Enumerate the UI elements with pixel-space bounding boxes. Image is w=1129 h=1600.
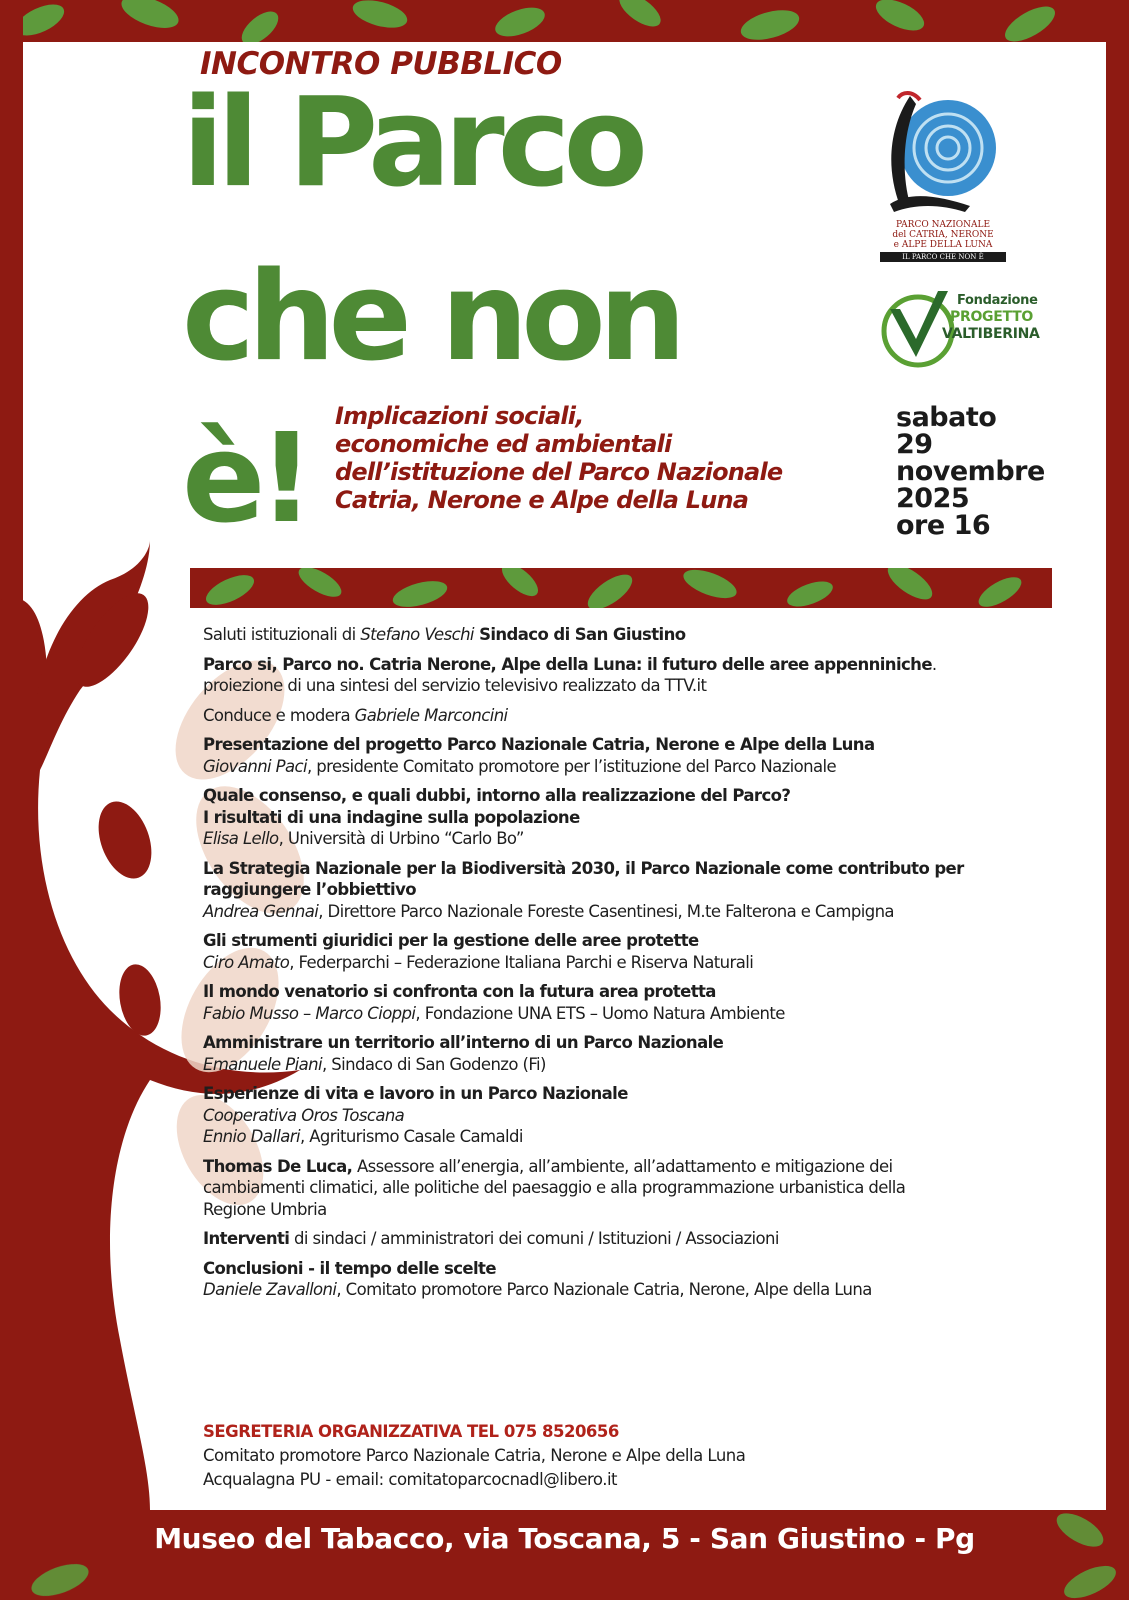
programme-item: [203, 1083, 1083, 1148]
programme-item: [203, 1258, 1083, 1301]
speaker-name: Ciro Amato: [203, 952, 290, 972]
programme-item: [203, 1156, 1083, 1221]
item-title: Presentazione del progetto Parco Nazionale Catria, Nerone e Alpe della Luna: [203, 735, 875, 754]
right-band: [1106, 0, 1129, 1600]
speaker-role: cambiamenti climatici, alle politiche del paesaggio e alla programmazione urbanistica della: [203, 1178, 906, 1197]
item-text: Conduce e modera: [203, 705, 355, 725]
item-title: Parco si, Parco no. Catria Nerone, Alpe della Luna: il futuro delle aree appenniniche: [203, 654, 932, 674]
office-contact: Acqualagna PU - email: comitatoparcocnadl@libero.it: [203, 1470, 618, 1489]
item-title: La Strategia Nazionale per la Biodiversità 2030, il Parco Nazionale come contributo per: [203, 858, 964, 878]
programme-item: [203, 930, 1083, 973]
ammonite-lizard-logo-icon: [880, 86, 1006, 221]
parco-logo-tagline: IL PARCO CHE NON È: [880, 252, 1006, 262]
date-month: novembre: [896, 456, 1045, 487]
organizing-office: [203, 1420, 745, 1492]
title-line-2: che non: [182, 246, 680, 389]
programme-item: [203, 624, 1083, 646]
speaker-role: Assessore all’energia, all’ambiente, all’adattamento e mitigazione dei: [352, 1156, 893, 1176]
speaker-name: Ennio Dallari: [203, 1127, 300, 1146]
speaker-role: , Agriturismo Casale Camaldi: [299, 1127, 523, 1146]
speaker-name: Giovanni Paci: [203, 756, 308, 776]
fondazione-text: Fondazione: [957, 293, 1038, 308]
item-text: Saluti istituzionali di: [203, 625, 361, 644]
fondazione-text: VALTIBERINA: [942, 326, 1040, 342]
speaker-name: Andrea Gennai: [203, 901, 319, 921]
parco-logo-text: del CATRIA, NERONE: [892, 230, 994, 240]
item-text: Sindaco di San Giustino: [473, 625, 686, 644]
item-title: Il mondo venatorio si confronta con la futura area protetta: [203, 982, 716, 1001]
speaker-name: Thomas De Luca,: [203, 1156, 353, 1176]
programme-item: [203, 785, 1083, 850]
event-date: [896, 404, 1045, 539]
speaker-name: Emanuele Piani: [203, 1054, 322, 1074]
item-description: proiezione di una sintesi del servizio televisivo realizzato da TTV.it: [203, 676, 707, 695]
fondazione-text: PROGETTO: [950, 309, 1033, 325]
item-text: .: [931, 654, 937, 674]
top-leaf-band: [0, 0, 1129, 42]
leaf-pattern-icon: [0, 0, 1129, 42]
item-title: Gli strumenti giuridici per la gestione delle aree protette: [203, 931, 699, 950]
subtitle-line: dell’istituzione del Parco Nazionale: [335, 458, 783, 486]
item-title: Amministrare un territorio all’interno di un Parco Nazionale: [203, 1033, 724, 1052]
speaker-name: Cooperativa Oros Toscana: [203, 1105, 405, 1125]
speaker-role: , presidente Comitato promotore per l’istituzione del Parco Nazionale: [307, 756, 837, 776]
speaker-role: , Sindaco di San Godenzo (Fi): [321, 1054, 546, 1074]
middle-leaf-band: [190, 568, 1052, 608]
programme-item: [203, 654, 1083, 697]
speaker-role: , Università di Urbino “Carlo Bo”: [278, 829, 524, 848]
subtitle-line: Catria, Nerone e Alpe della Luna: [335, 486, 749, 514]
speaker-name: Gabriele Marconcini: [354, 705, 508, 725]
subtitle: [335, 402, 895, 514]
fondazione-logo: [878, 283, 1038, 383]
date-day: sabato: [896, 402, 997, 433]
programme-item: [203, 858, 1083, 923]
item-title: I risultati di una indagine sulla popolazione: [203, 807, 580, 827]
programme-item: [203, 734, 1083, 777]
title-line-3: è!: [182, 408, 308, 551]
subtitle-line: economiche ed ambientali: [335, 430, 672, 458]
item-title: Esperienze di vita e lavoro in un Parco Nazionale: [203, 1084, 628, 1103]
date-year: 2025: [896, 483, 970, 514]
date-time: ore 16: [896, 510, 991, 541]
title-line-1: il Parco: [182, 72, 642, 215]
speaker-name: Fabio Musso: [203, 1003, 299, 1023]
speaker-name: Elisa Lello: [203, 829, 279, 848]
office-heading: SEGRETERIA ORGANIZZATIVA TEL 075 8520656: [203, 1422, 619, 1441]
programme-item: [203, 981, 1083, 1024]
parco-logo: [880, 86, 1006, 266]
office-line: Comitato promotore Parco Nazionale Catria, Nerone e Alpe della Luna: [203, 1446, 746, 1465]
leaf-pattern-icon: [190, 568, 1052, 608]
date-number: 29: [896, 429, 933, 460]
item-title: Quale consenso, e quali dubbi, intorno alla realizzazione del Parco?: [203, 786, 791, 805]
parco-logo-text: PARCO NAZIONALE: [895, 220, 991, 230]
programme-list: [203, 624, 1083, 1309]
item-text: –: [298, 1003, 316, 1023]
parco-logo-text: e ALPE DELLA LUNA: [893, 240, 993, 250]
speaker-role: Regione Umbria: [203, 1199, 327, 1219]
item-text: di sindaci / amministratori dei comuni / Istituzioni / Associazioni: [289, 1229, 779, 1248]
subtitle-line: Implicazioni sociali,: [335, 402, 584, 430]
item-title: Interventi: [203, 1229, 290, 1248]
speaker-role: , Federparchi – Federazione Italiana Parchi e Riserva Naturali: [289, 952, 754, 972]
item-title: Conclusioni - il tempo delle scelte: [203, 1258, 496, 1278]
speaker-role: , Comitato promotore Parco Nazionale Catria, Nerone, Alpe della Luna: [336, 1280, 872, 1299]
speaker-role: , Fondazione UNA ETS – Uomo Natura Ambiente: [415, 1003, 785, 1023]
programme-item: [203, 1032, 1083, 1075]
speaker-name: Daniele Zavalloni: [203, 1280, 337, 1299]
event-kicker: INCONTRO PUBBLICO: [200, 46, 562, 82]
speaker-name: Stefano Veschi: [360, 625, 474, 644]
speaker-role: , Direttore Parco Nazionale Foreste Casentinesi, M.te Falterona e Campigna: [318, 901, 894, 921]
speaker-name: Marco Cioppi: [315, 1003, 416, 1023]
venue-address: Museo del Tabacco, via Toscana, 5 - San Giustino - Pg: [154, 1522, 975, 1555]
programme-item: [203, 1228, 1083, 1250]
programme-item: [203, 705, 1083, 727]
item-title: raggiungere l’obbiettivo: [203, 880, 416, 899]
